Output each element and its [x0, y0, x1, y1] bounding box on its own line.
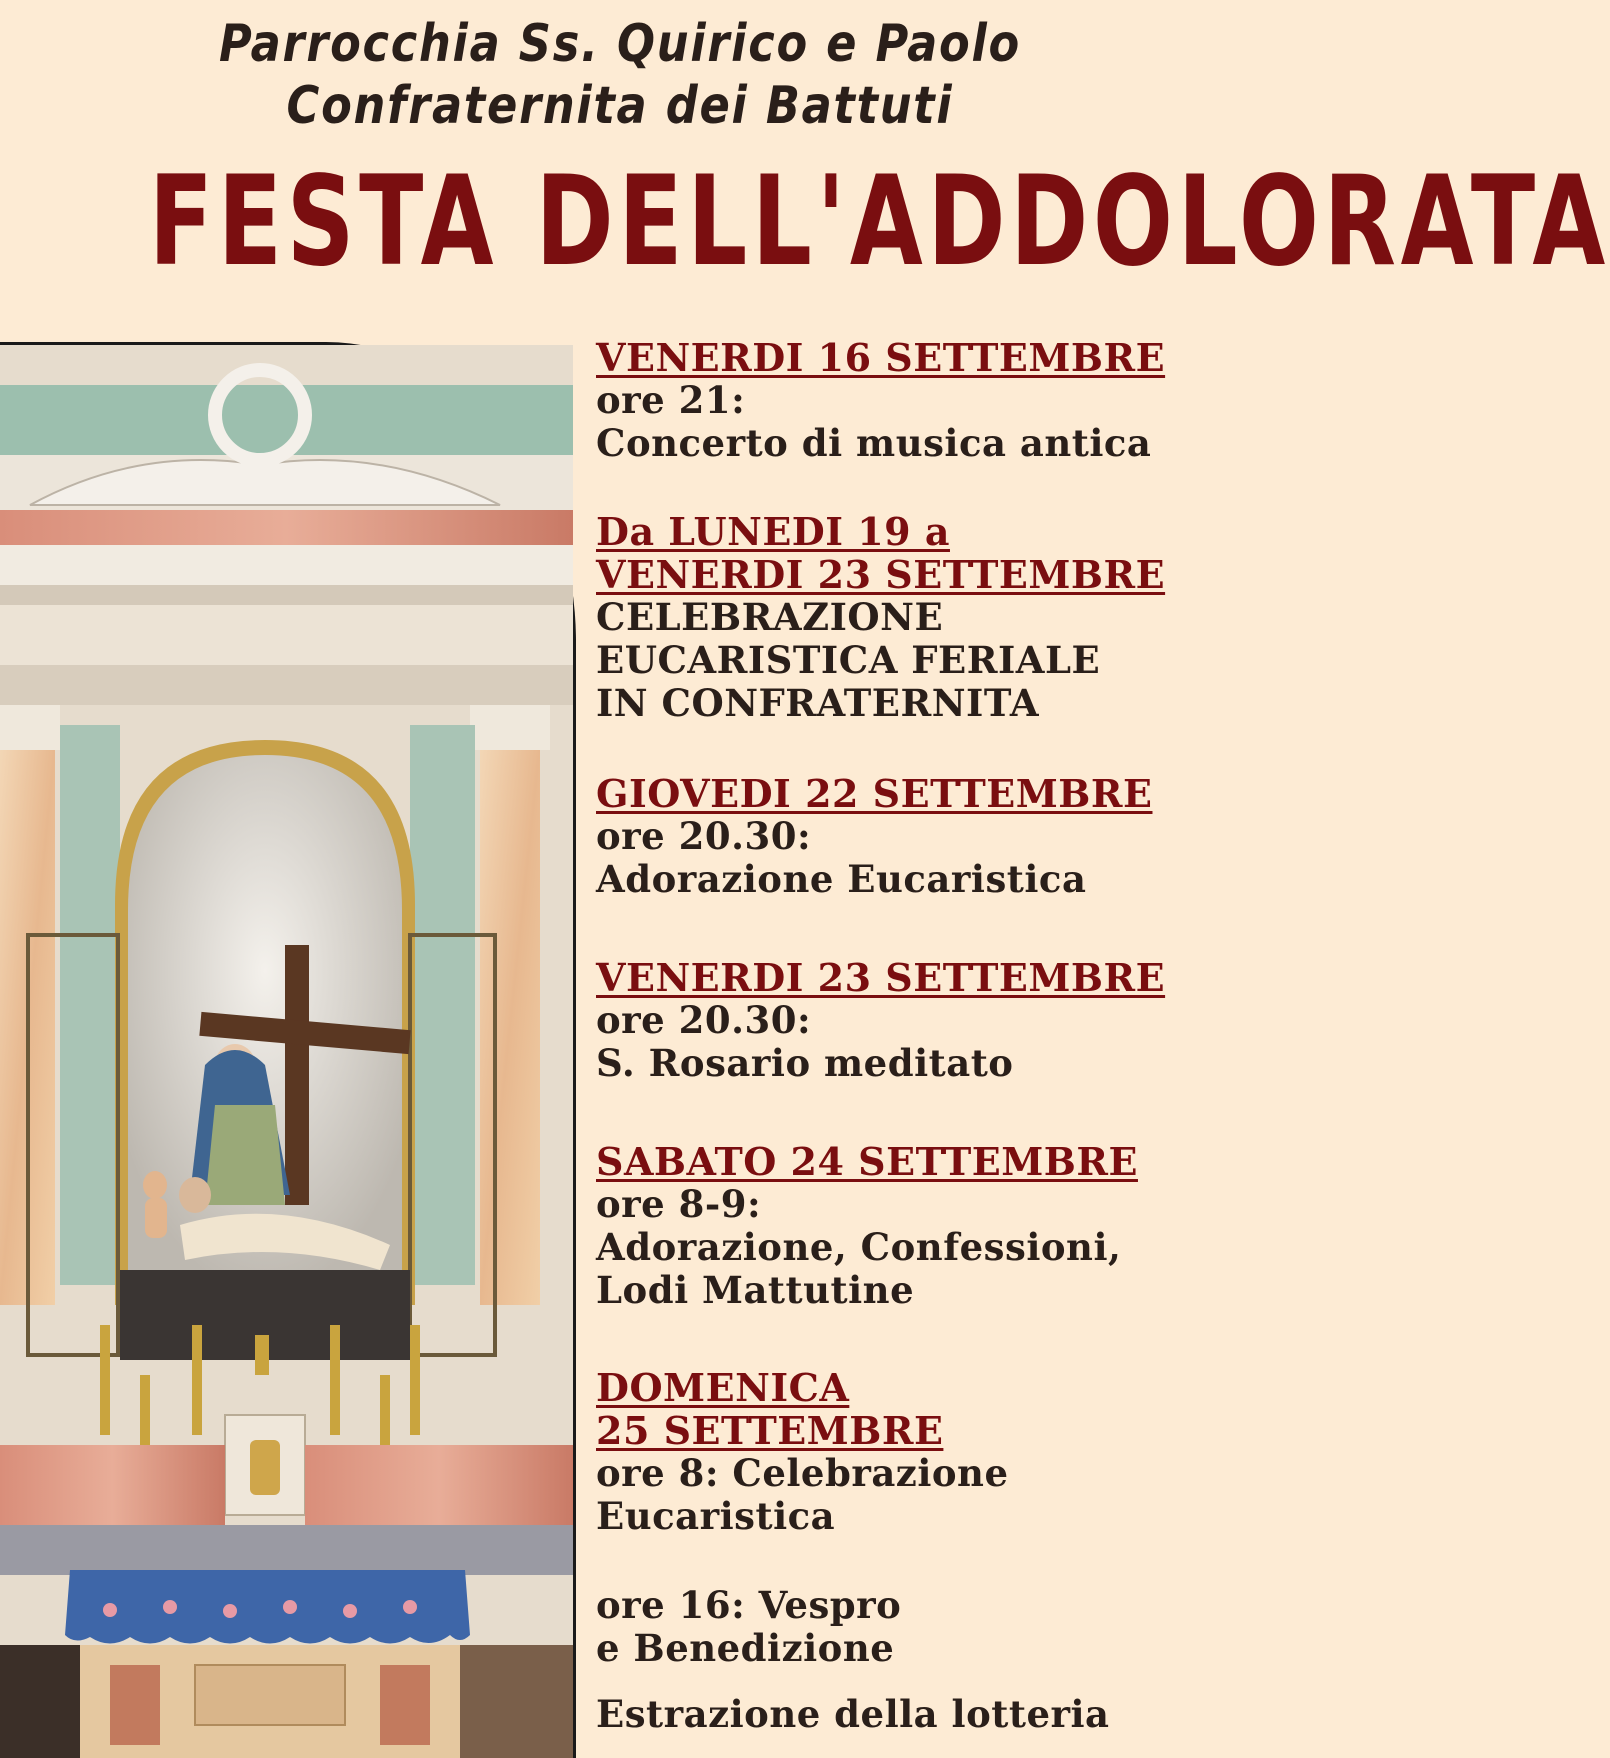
event-description: Lodi Mattutine	[596, 1268, 915, 1312]
event-time: ore 16: Vespro	[596, 1583, 902, 1627]
event-3	[596, 772, 1226, 901]
altar-image	[0, 342, 576, 1758]
event-date: VENERDI 23 SETTEMBRE	[596, 955, 1166, 1000]
event-date: VENERDI 23 SETTEMBRE	[596, 552, 1166, 597]
event-date: DOMENICA	[596, 1365, 850, 1410]
confraternity-name: Confraternita dei Battuti	[286, 76, 954, 136]
event-7	[596, 1584, 1226, 1670]
event-description: Concerto di musica antica	[596, 421, 1152, 465]
event-description: e Benedizione	[596, 1626, 895, 1670]
event-description: IN CONFRATERNITA	[596, 681, 1040, 725]
event-date: 25 SETTEMBRE	[596, 1408, 944, 1453]
event-description: CELEBRAZIONE	[596, 595, 944, 639]
event-description: Adorazione Eucaristica	[596, 857, 1087, 901]
event-date: Da LUNEDI 19 a	[596, 509, 950, 554]
event-8	[596, 1693, 1226, 1736]
event-date: GIOVEDI 22 SETTEMBRE	[596, 771, 1153, 816]
event-2	[596, 510, 1226, 725]
event-1	[596, 336, 1226, 465]
event-description: Adorazione, Confessioni,	[596, 1225, 1122, 1269]
poster-title: FESTA DELL'ADDOLORATA	[148, 150, 1610, 294]
event-description: EUCARISTICA FERIALE	[596, 638, 1101, 682]
event-date: VENERDI 16 SETTEMBRE	[596, 335, 1166, 380]
event-time: ore 20.30:	[596, 814, 812, 858]
parish-name: Parrocchia Ss. Quirico e Paolo	[219, 14, 1021, 74]
event-6	[596, 1366, 1226, 1538]
event-date: SABATO 24 SETTEMBRE	[596, 1139, 1138, 1184]
event-time: ore 20.30:	[596, 998, 812, 1042]
event-description: Estrazione della lotteria	[596, 1692, 1110, 1736]
event-description: Eucaristica	[596, 1494, 836, 1538]
event-description: S. Rosario meditato	[596, 1041, 1014, 1085]
event-time: ore 21:	[596, 378, 746, 422]
event-time: ore 8-9:	[596, 1182, 762, 1226]
event-time: ore 8: Celebrazione	[596, 1451, 1009, 1495]
event-5	[596, 1140, 1226, 1312]
event-4	[596, 956, 1226, 1085]
